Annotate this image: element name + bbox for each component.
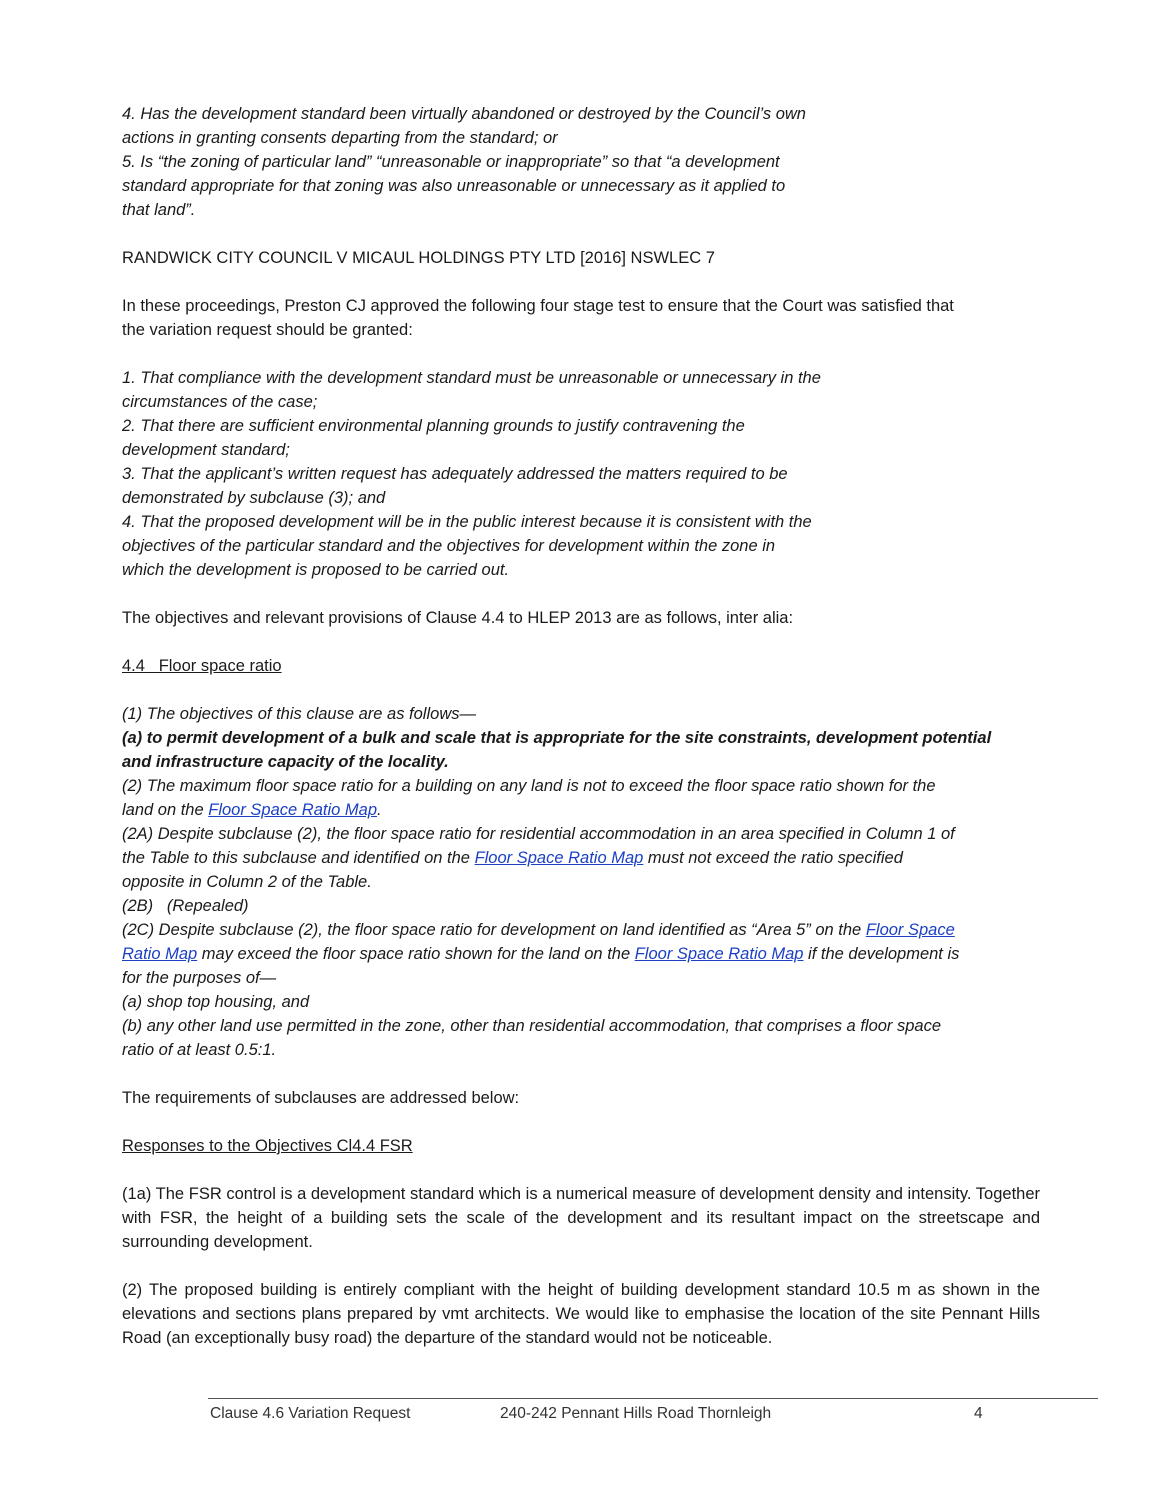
list-line: objectives of the particular standard and the objectives for development within the zone in xyxy=(122,537,776,555)
list-line: 1. That compliance with the development standard must be unreasonable or unnecessary in the xyxy=(122,369,821,387)
floor-space-ratio-map-link[interactable]: Floor Space xyxy=(865,921,955,939)
list-line: circumstances of the case; xyxy=(122,393,318,411)
list-line: 3. That the applicant’s written request has adequately addressed the matters required to be xyxy=(122,465,788,483)
response-paragraph-2: (2) The proposed building is entirely compliant with the height of building development standard 10.5 m as shown in the elevations and sections plans prepared by vmt architects. We would like to emphasise the location of the site Pennant Hills Road (an exceptionally busy road) the departure of the standard would not be noticeable. xyxy=(122,1281,1040,1347)
floor-space-ratio-map-link[interactable]: Ratio Map xyxy=(122,945,198,963)
list-line: which the development is proposed to be carried out. xyxy=(122,561,510,579)
intro-line: the variation request should be granted: xyxy=(122,321,413,339)
top-list xyxy=(122,102,1040,222)
response-paragraph-1a: (1a) The FSR control is a development standard which is a numerical measure of development density and intensity. Together with FSR, the height of a building sets the scale of the development and its resultant impact on the streetscape and surrounding development. xyxy=(122,1185,1040,1251)
clause-objective-bold: (a) to permit development of a bulk and scale that is appropriate for the site constraints, development potential xyxy=(122,729,992,747)
clause-line: land on the Floor Space Ratio Map. xyxy=(122,801,382,819)
clause-line: (b) any other land use permitted in the zone, other than residential accommodation, that comprises a floor space xyxy=(122,1017,942,1035)
clause-line: (2C) Despite subclause (2), the floor space ratio for development on land identified as “Area 5” on the Floor Space xyxy=(122,921,955,939)
document-page xyxy=(122,102,1040,1350)
clause-line: opposite in Column 2 of the Table. xyxy=(122,873,372,891)
footer-title: Clause 4.6 Variation Request xyxy=(210,1405,411,1422)
list-line: demonstrated by subclause (3); and xyxy=(122,489,386,507)
clause-line: (1) The objectives of this clause are as follows— xyxy=(122,705,476,723)
list-line: standard appropriate for that zoning was also unreasonable or unnecessary as it applied to xyxy=(122,177,786,195)
clause-text xyxy=(122,702,1040,1062)
list-line: 2. That there are sufficient environmental planning grounds to justify contravening the xyxy=(122,417,745,435)
floor-space-ratio-map-link[interactable]: Floor Space Ratio Map xyxy=(208,801,377,819)
list-line: 4. Has the development standard been virtually abandoned or destroyed by the Council’s own xyxy=(122,105,806,123)
clause-line: (2B) (Repealed) xyxy=(122,897,249,915)
footer-divider xyxy=(208,1398,1098,1399)
test-list xyxy=(122,366,1040,582)
clause-line: the Table to this subclause and identified on the Floor Space Ratio Map must not exceed the ratio specified xyxy=(122,849,903,867)
clause-line: (a) shop top housing, and xyxy=(122,993,310,1011)
clause-heading: 4.4 Floor space ratio xyxy=(122,657,282,675)
footer-address: 240-242 Pennant Hills Road Thornleigh xyxy=(500,1405,772,1422)
floor-space-ratio-map-link[interactable]: Floor Space Ratio Map xyxy=(474,849,644,867)
list-line: 5. Is “the zoning of particular land” “unreasonable or inappropriate” so that “a development xyxy=(122,153,780,171)
requirements-line: The requirements of subclauses are addressed below: xyxy=(122,1089,520,1107)
clause-line: ratio of at least 0.5:1. xyxy=(122,1041,277,1059)
list-line: actions in granting consents departing from the standard; or xyxy=(122,129,558,147)
case-heading: RANDWICK CITY COUNCIL V MICAUL HOLDINGS PTY LTD [2016] NSWLEC 7 xyxy=(122,249,715,267)
intro-line: In these proceedings, Preston CJ approved the following four stage test to ensure that the Court was satisfied that xyxy=(122,297,954,315)
clause-line: for the purposes of— xyxy=(122,969,277,987)
floor-space-ratio-map-link[interactable]: Floor Space Ratio Map xyxy=(634,945,804,963)
footer-page-number: 4 xyxy=(974,1405,983,1422)
clause-line: (2) The maximum floor space ratio for a building on any land is not to exceed the floor space ratio shown for the xyxy=(122,777,936,795)
list-line: that land”. xyxy=(122,201,196,219)
clause-line: (2A) Despite subclause (2), the floor space ratio for residential accommodation in an area specified in Column 1 of xyxy=(122,825,955,843)
list-line: development standard; xyxy=(122,441,290,459)
list-line: 4. That the proposed development will be in the public interest because it is consistent with the xyxy=(122,513,812,531)
clause-objective-bold: and infrastructure capacity of the locality. xyxy=(122,753,449,771)
objectives-intro: The objectives and relevant provisions of Clause 4.4 to HLEP 2013 are as follows, inter alia: xyxy=(122,609,794,627)
clause-line: Ratio Map may exceed the floor space ratio shown for the land on the Floor Space Ratio Map if the development is xyxy=(122,945,960,963)
responses-heading: Responses to the Objectives Cl4.4 FSR xyxy=(122,1137,413,1155)
